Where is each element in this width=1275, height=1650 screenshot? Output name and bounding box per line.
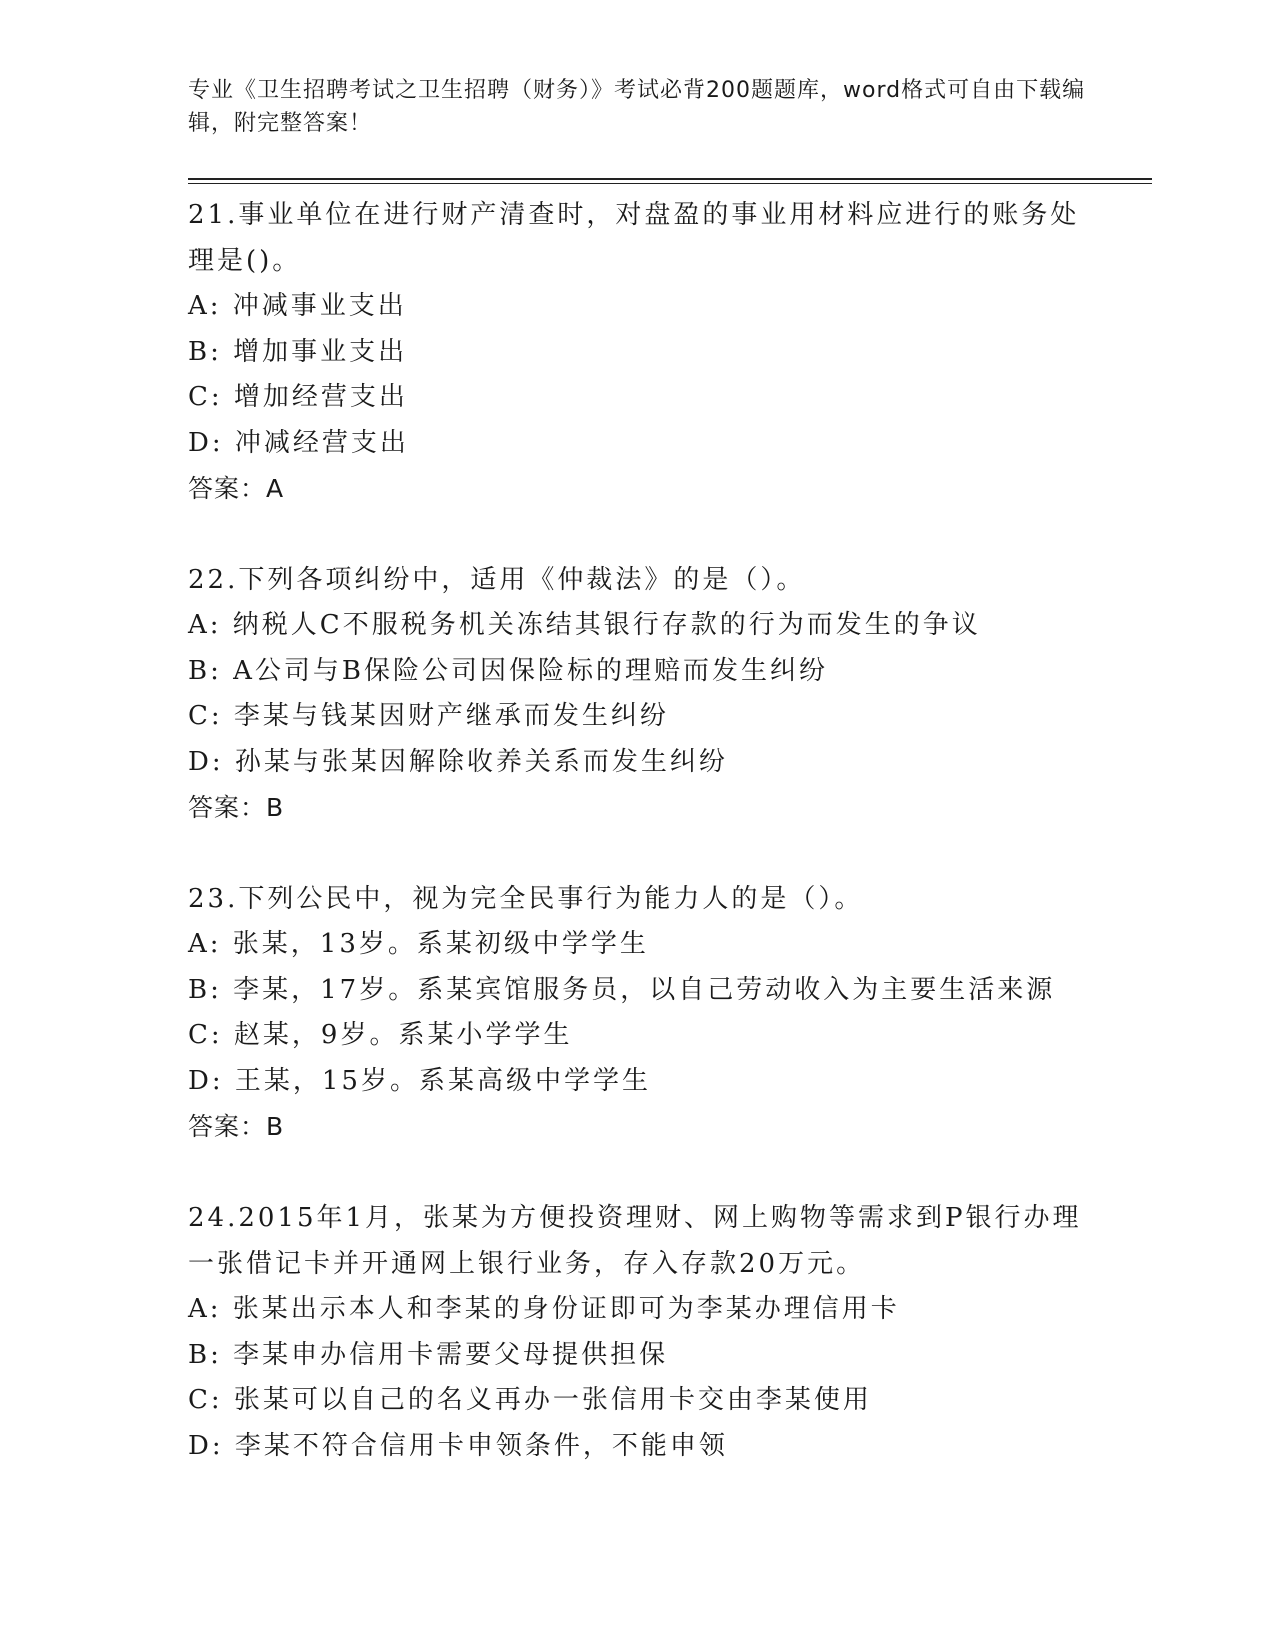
option-d: D: 王某，15岁。系某高级中学学生 (188, 1065, 651, 1096)
option-c: C: 李某与钱某因财产继承而发生纠纷 (188, 701, 669, 731)
option-a: A: 纳税人C不服税务机关冻结其银行存款的行为而发生的争议 (188, 610, 981, 640)
option-a: A: 冲减事业支出 (188, 291, 407, 321)
option-b: B: A公司与B保险公司因保险标的理赔而发生纠纷 (188, 655, 829, 686)
option-d: D: 冲减经营支出 (188, 427, 409, 458)
option-d: D: 孙某与张某因解除收养关系而发生纠纷 (188, 746, 728, 777)
option-c: C: 张某可以自己的名义再办一张信用卡交由李某使用 (188, 1385, 872, 1415)
answer-line: 答案：B (188, 1112, 285, 1141)
option-a: A: 张某，13岁。系某初级中学学生 (188, 929, 649, 959)
answer-line: 答案：B (188, 793, 285, 822)
header-rule-thin (188, 183, 1152, 184)
document-header: 专业《卫生招聘考试之卫生招聘（财务）》考试必背200题题库，word格式可自由下载编辑，附完整答案！ (188, 78, 1086, 136)
header-rule-thick (188, 178, 1152, 180)
option-b: B: 增加事业支出 (188, 336, 408, 367)
answer-line: 答案：A (188, 474, 285, 503)
question-stem: 21.事业单位在进行财产清查时，对盘盈的事业用材料应进行的账务处理是()。 (188, 200, 1080, 276)
option-b: B: 李某，17岁。系某宾馆服务员，以自己劳动收入为主要生活来源 (188, 974, 1056, 1005)
question-24 (188, 1195, 1088, 1469)
question-23 (188, 876, 1088, 1149)
question-stem: 24.2015年1月，张某为方便投资理财、网上购物等需求到P银行办理一张借记卡并开通网上银行业务，存入存款20万元。 (188, 1203, 1082, 1279)
option-c: C: 赵某，9岁。系某小学学生 (188, 1020, 573, 1050)
option-c: C: 增加经营支出 (188, 382, 408, 412)
option-b: B: 李某申办信用卡需要父母提供担保 (188, 1339, 669, 1370)
question-stem: 22.下列各项纠纷中，适用《仲裁法》的是（）。 (188, 565, 806, 595)
option-a: A: 张某出示本人和李某的身份证即可为李某办理信用卡 (188, 1294, 900, 1324)
question-stem: 23.下列公民中，视为完全民事行为能力人的是（）。 (188, 884, 864, 914)
question-22 (188, 557, 1088, 830)
question-list (188, 192, 1088, 1515)
option-d: D: 李某不符合信用卡申领条件，不能申领 (188, 1430, 728, 1461)
question-21 (188, 192, 1088, 511)
